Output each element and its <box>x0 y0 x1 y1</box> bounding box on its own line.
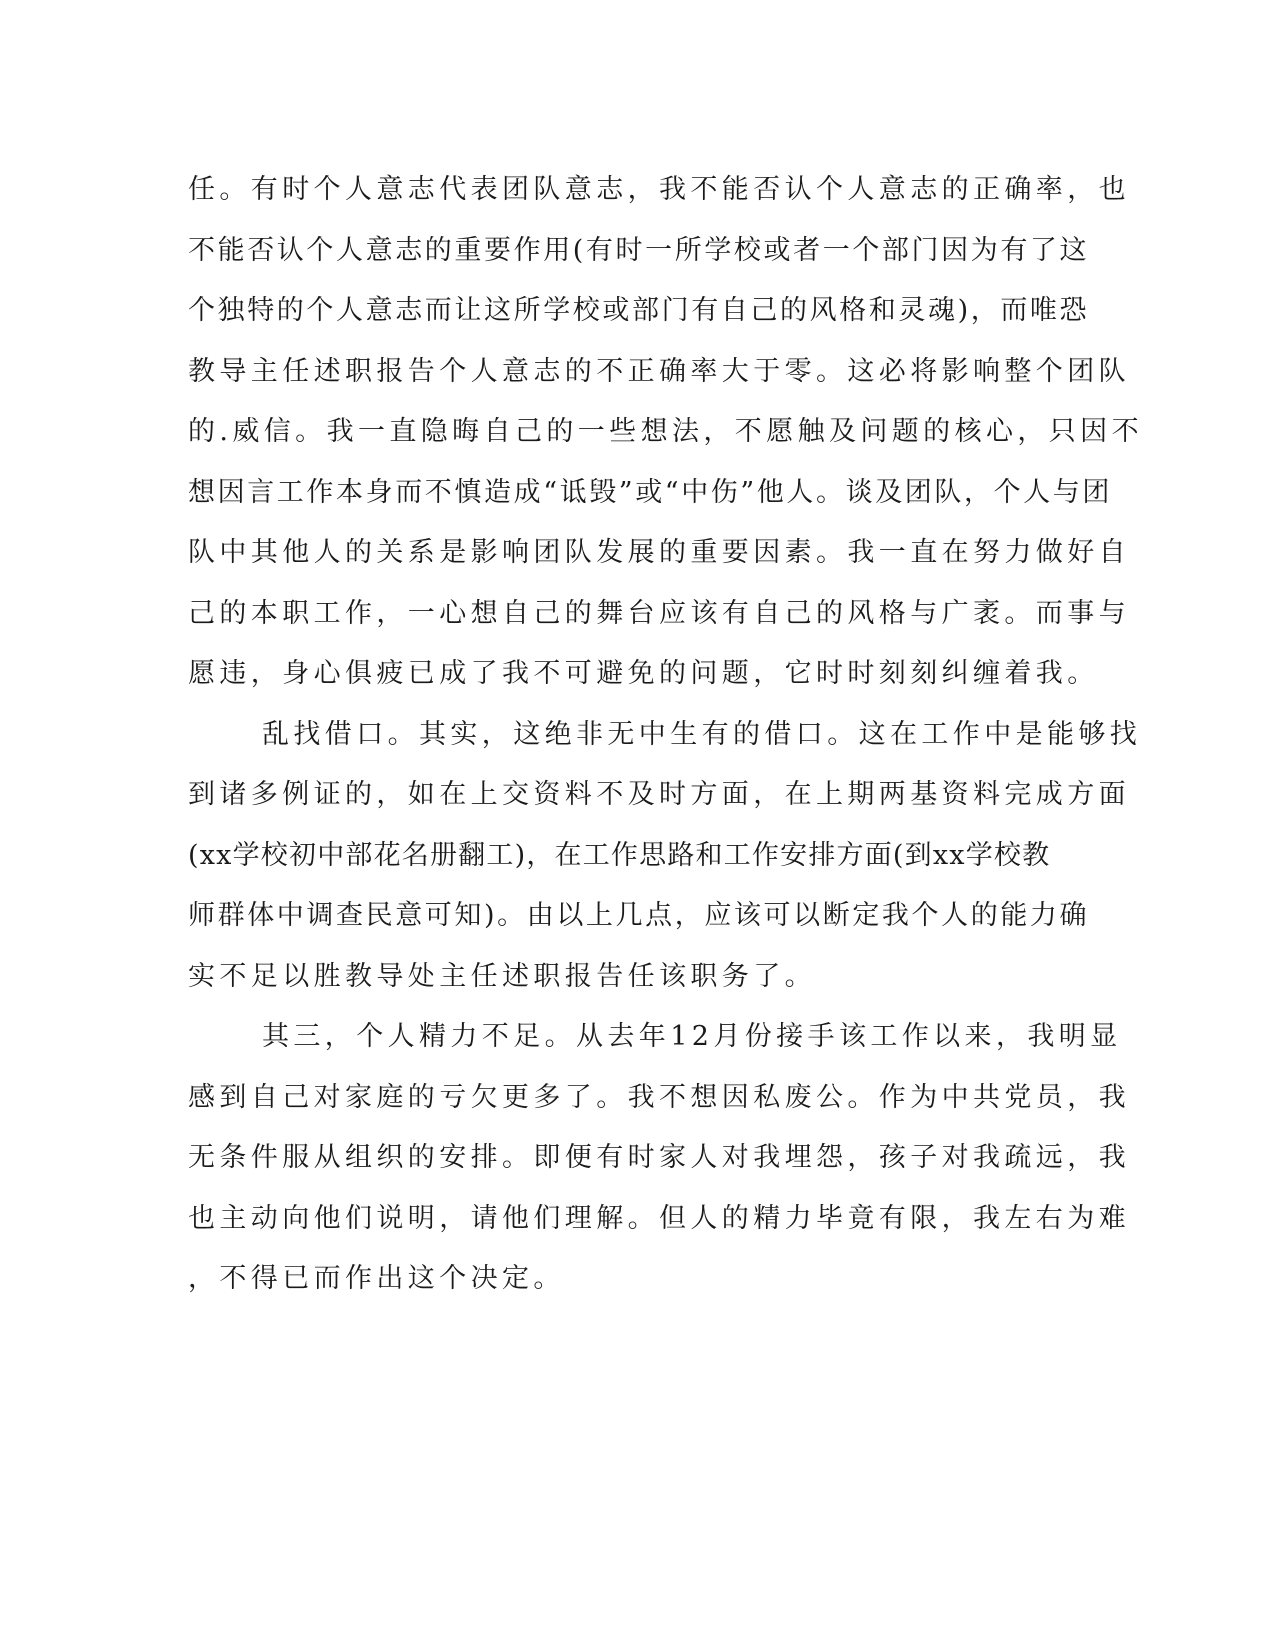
text-line: 实不足以胜教导处主任述职报告任该职务了。 <box>188 960 816 992</box>
text-line: (xx学校初中部花名册翻工)，在工作思路和工作安排方面(到xx学校教 <box>188 839 1051 871</box>
text-line: 感到自己对家庭的亏欠更多了。我不想因私废公。作为中共党员，我 <box>188 1081 1130 1113</box>
text-line: 任。有时个人意志代表团队意志，我不能否认个人意志的正确率，也 <box>188 174 1130 205</box>
text-line: 队中其他人的关系是影响团队发展的重要因素。我一直在努力做好自 <box>188 537 1130 568</box>
text-line: 师群体中调查民意可知)。由以上几点，应该可以断定我个人的能力确 <box>188 900 1090 931</box>
paragraph-first-line: 其三，个人精力不足。从去年12月份接手该工作以来，我明显 <box>262 1021 1122 1052</box>
text-line: 不能否认个人意志的重要作用(有时一所学校或者一个部门因为有了这 <box>188 234 1090 266</box>
text-line: 也主动向他们说明，请他们理解。但人的精力毕竟有限，我左右为难 <box>188 1202 1130 1234</box>
text-line: 教导主任述职报告个人意志的不正确率大于零。这必将影响整个团队 <box>188 355 1130 387</box>
text-line: 无条件服从组织的安排。即便有时家人对我埋怨，孩子对我疏远，我 <box>188 1142 1130 1173</box>
body-text <box>188 160 1143 1310</box>
text-line: 到诸多例证的，如在上交资料不及时方面，在上期两基资料完成方面 <box>188 779 1130 810</box>
text-line: 的.威信。我一直隐晦自己的一些想法，不愿触及问题的核心，只因不 <box>188 416 1143 447</box>
text-line: 己的本职工作，一心想自己的舞台应该有自己的风格与广袤。而事与 <box>188 597 1130 629</box>
text-line: 想因言工作本身而不慎造成“诋毁”或“中伤”他人。谈及团队，个人与团 <box>188 476 1113 508</box>
text-line: 个独特的个人意志而让这所学校或部门有自己的风格和灵魂)，而唯恐 <box>188 295 1090 326</box>
text-line: ，不得已而作出这个决定。 <box>188 1263 565 1294</box>
text-line: 愿违，身心俱疲已成了我不可避免的问题，它时时刻刻纠缠着我。 <box>188 658 1099 689</box>
paragraph-first-line: 乱找借口。其实，这绝非无中生有的借口。这在工作中是能够找 <box>262 718 1142 750</box>
